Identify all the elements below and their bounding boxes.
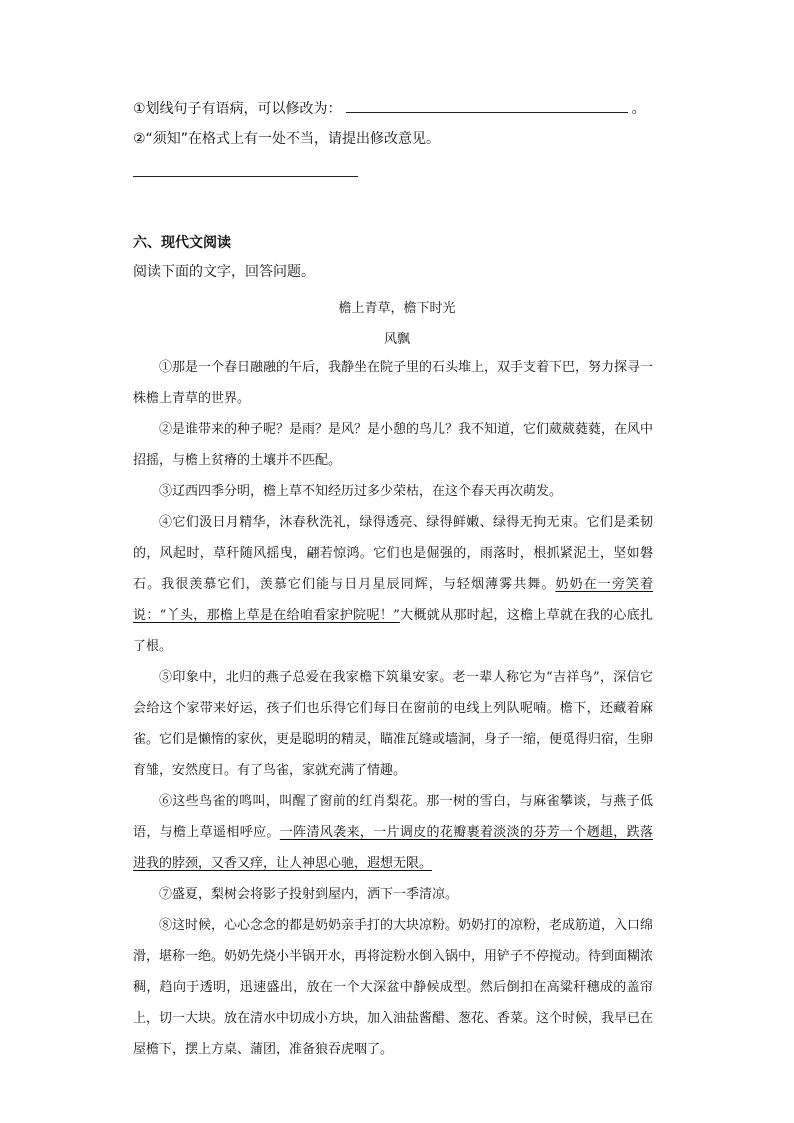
paragraph-1: ①那是一个春日融融的午后，我静坐在院子里的石头堆上，双手支着下巴，努力探寻一株檐上青草的世界。 bbox=[133, 360, 654, 406]
article-author: 风飘 bbox=[383, 332, 410, 347]
paragraph-3: ③辽西四季分明，檐上草不知经历过多少荣枯，在这个春天再次萌发。 bbox=[159, 484, 563, 499]
article-title: 檐上青草，檐下时光 bbox=[338, 301, 456, 316]
answer-blank-2[interactable] bbox=[133, 176, 358, 177]
paragraph-8: ⑧这时候，心心念念的都是奶奶亲手打的大块凉粉。奶奶打的凉粉，老成筋道，入口绵滑，堪称一绝。奶奶先烧小半锅开水，再将淀粉水倒入锅中，用铲子不停搅动。待到面糊浓稠，趋向于透明，迅速盛出，放在一个大深盆中静候成型。然后倒扣在高粱秆穗成的盖帘上，切一大块。放在清水中切成小方块，加入油盐酱醋、葱花、香菜。这个时候，我早已在屋檐下，摆上方桌、蒲团，准备狼吞虎咽了。 bbox=[133, 918, 654, 1057]
paragraph-7: ⑦盛夏，梨树会将影子投射到屋内，洒下一季清凉。 bbox=[159, 887, 459, 902]
instruction-text: 阅读下面的文字，回答问题。 bbox=[133, 264, 315, 280]
paragraph-2: ②是谁带来的种子呢？是雨？是风？是小憩的鸟儿？我不知道，它们葳葳蕤蕤，在风中招摇，与檐上贫瘠的土壤并不匹配。 bbox=[133, 422, 654, 468]
section-heading: 六、现代文阅读 bbox=[133, 235, 231, 251]
paragraph-6 bbox=[133, 786, 653, 879]
question-2: ②“须知”在格式上有一处不当，请提出修改意见。 bbox=[133, 131, 441, 147]
paragraph-4-text-b: 大概就从那时起，这檐上草就在我的心底扎了根。 bbox=[133, 608, 653, 654]
article-body bbox=[133, 352, 653, 1065]
paragraph-6-text-a: ⑥这些鸟雀的鸣叫，叫醒了窗前的红肖梨花。那一树的雪白，与麻雀攀谈，与燕子低语，与檐上草遥相呼应。 bbox=[133, 794, 653, 840]
paragraph-4-text-a: ④它们汲日月精华，沐春秋洗礼，绿得透亮、绿得鲜嫩、绿得无拘无束。它们是柔韧的，风起时，草秆随风摇曳，翩若惊鸿。它们也是倔强的，雨落时，根抓紧泥土，坚如磐石。我很羡慕它们，羡慕它们能与日月星辰同辉，与轻烟薄雾共舞。 bbox=[133, 515, 653, 592]
question-1-text: ①划线句子有语病，可以修改为： bbox=[133, 101, 342, 117]
underlined-sentence-1: 奶奶在一旁笑着说：“丫头，那檐上草是在给咱看家护院呢！” bbox=[133, 577, 653, 623]
question-1 bbox=[133, 98, 646, 119]
question-1-end: 。 bbox=[631, 101, 646, 117]
answer-blank-1[interactable] bbox=[346, 98, 628, 113]
underlined-sentence-2: 一阵清风袭来，一片调皮的花瓣裹着淡淡的芬芳一个趔趄，跌落进我的脖颈，又香又痒，让人神思心驰，遐想无限。 bbox=[133, 825, 653, 871]
paragraph-4 bbox=[133, 507, 653, 662]
paragraph-5: ⑤印象中，北归的燕子总爱在我家檐下筑巢安家。老一辈人称它为“吉祥鸟”，深信它会给这个家带来好运，孩子们也乐得它们每日在窗前的电线上列队呢喃。檐下，还藏着麻雀。它们是懒惰的家伙，更是聪明的精灵，瞄准瓦缝或墙洞，身子一缩，便觅得归宿，生卵育雏，安然度日。有了鸟雀，家就充满了情趣。 bbox=[133, 670, 654, 778]
